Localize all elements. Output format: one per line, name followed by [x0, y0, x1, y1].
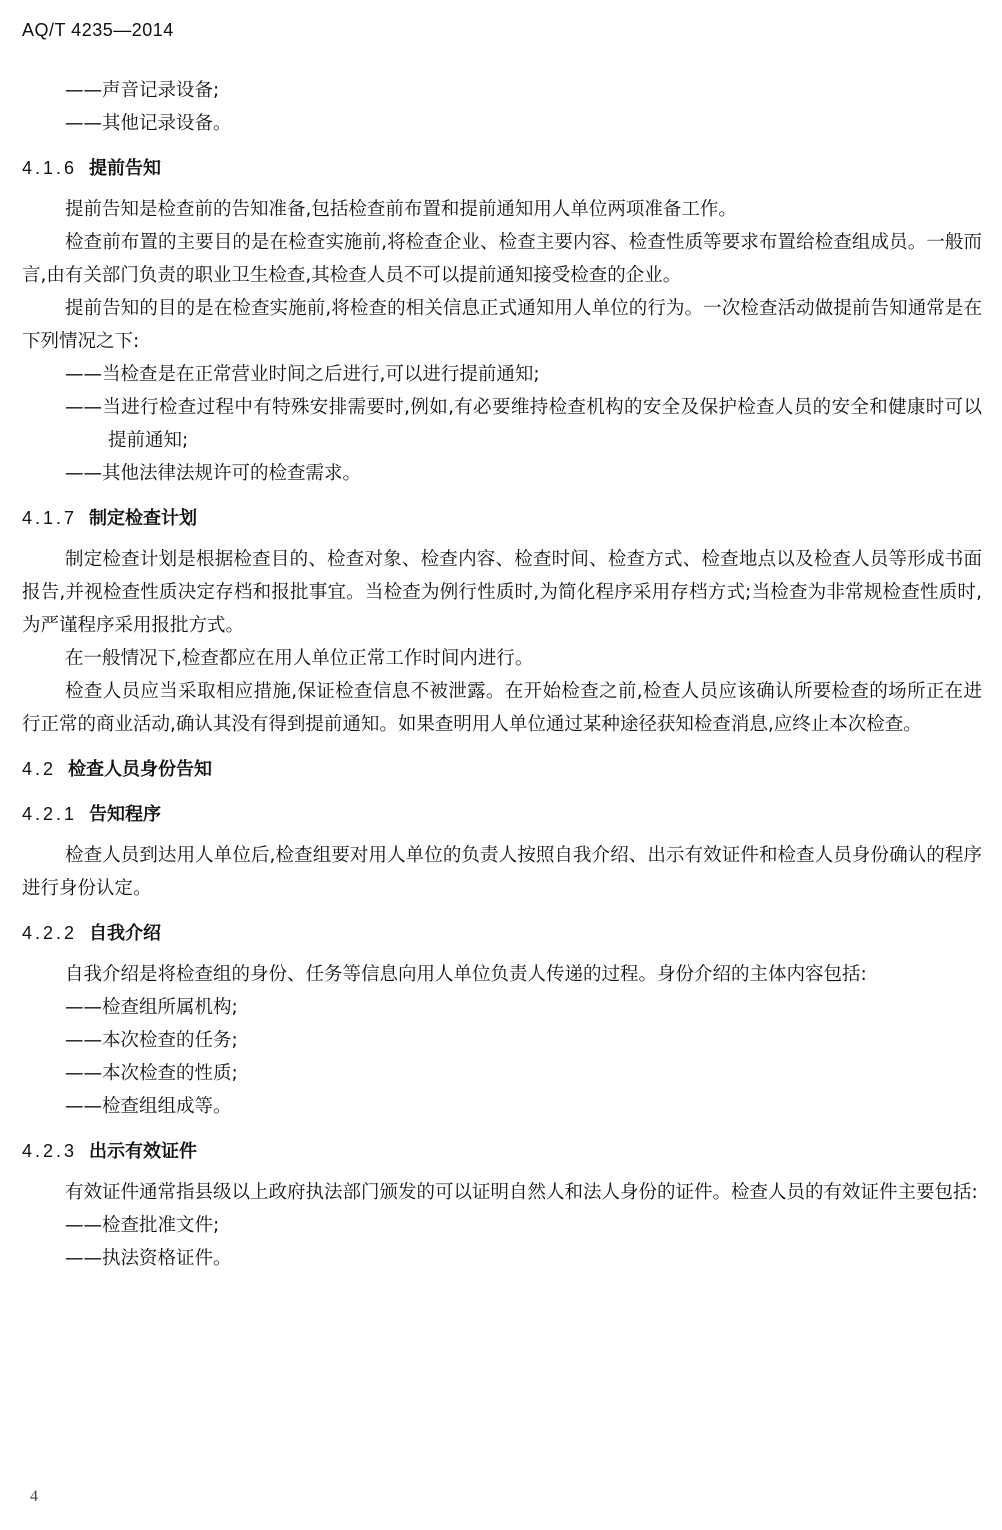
section-title: 告知程序 [89, 804, 162, 825]
section-title: 自我介绍 [89, 923, 162, 944]
section-heading [22, 1135, 982, 1168]
section-heading [22, 152, 982, 185]
paragraph: 在一般情况下,检查都应在用人单位正常工作时间内进行。 [65, 648, 534, 669]
paragraph: 检查人员应当采取相应措施,保证检查信息不被泄露。在开始检查之前,检查人员应该确认所要检查的场所正在进行正常的商业活动,确认其没有得到提前通知。如果查明用人单位通过某种途径获知检查消息,应终止本次检查。 [22, 681, 982, 735]
list-item: ——检查组组成等。 [65, 1096, 232, 1117]
paragraph: 自我介绍是将检查组的身份、任务等信息向用人单位负责人传递的过程。身份介绍的主体内容包括: [65, 964, 867, 985]
section-heading [22, 917, 982, 950]
document-body [22, 74, 982, 1275]
section-heading [22, 798, 982, 831]
paragraph: 提前告知的目的是在检查实施前,将检查的相关信息正式通知用人单位的行为。一次检查活动做提前告知通常是在下列情况之下: [22, 298, 982, 352]
list-item: ——当检查是在正常营业时间之后进行,可以进行提前通知; [65, 364, 540, 385]
list-item: ——检查批准文件; [65, 1215, 220, 1236]
section-number: 4.2.2 [22, 923, 78, 943]
list-item: ——其他记录设备。 [65, 113, 232, 134]
section-heading [22, 502, 982, 535]
section-number: 4.2.3 [22, 1141, 78, 1161]
paragraph: 检查前布置的主要目的是在检查实施前,将检查企业、检查主要内容、检查性质等要求布置给检查组成员。一般而言,由有关部门负责的职业卫生检查,其检查人员不可以提前通知接受检查的企业。 [22, 232, 982, 286]
list-item: ——检查组所属机构; [65, 997, 238, 1018]
section-title: 出示有效证件 [89, 1141, 198, 1162]
paragraph: 制定检查计划是根据检查目的、检查对象、检查内容、检查时间、检查方式、检查地点以及检查人员等形成书面报告,并视检查性质决定存档和报批事宜。当检查为例行性质时,为简化程序采用存档方式;当检查为非常规检查性质时,为严谨程序采用报批方式。 [22, 549, 982, 636]
section-heading [22, 753, 982, 786]
list-item: ——本次检查的性质; [65, 1063, 238, 1084]
paragraph: 检查人员到达用人单位后,检查组要对用人单位的负责人按照自我介绍、出示有效证件和检查人员身份确认的程序进行身份认定。 [22, 845, 982, 899]
section-title: 提前告知 [89, 158, 162, 179]
list-item: ——声音记录设备; [65, 80, 220, 101]
section-number: 4.1.7 [22, 508, 78, 528]
section-number: 4.2 [22, 759, 57, 779]
list-item: ——其他法律法规许可的检查需求。 [65, 463, 362, 484]
section-title: 检查人员身份告知 [68, 759, 213, 780]
document-code: AQ/T 4235—2014 [22, 20, 174, 40]
section-title: 制定检查计划 [89, 508, 198, 529]
section-number: 4.2.1 [22, 804, 78, 824]
section-number: 4.1.6 [22, 158, 78, 178]
paragraph: 提前告知是检查前的告知准备,包括检查前布置和提前通知用人单位两项准备工作。 [65, 199, 737, 220]
paragraph: 有效证件通常指县级以上政府执法部门颁发的可以证明自然人和法人身份的证件。检查人员的有效证件主要包括: [65, 1182, 978, 1203]
page-number: 4 [30, 1488, 38, 1505]
list-item: ——本次检查的任务; [65, 1030, 238, 1051]
list-item: ——当进行检查过程中有特殊安排需要时,例如,有必要维持检查机构的安全及保护检查人员的安全和健康时可以提前通知; [65, 397, 982, 451]
list-item: ——执法资格证件。 [65, 1248, 232, 1269]
